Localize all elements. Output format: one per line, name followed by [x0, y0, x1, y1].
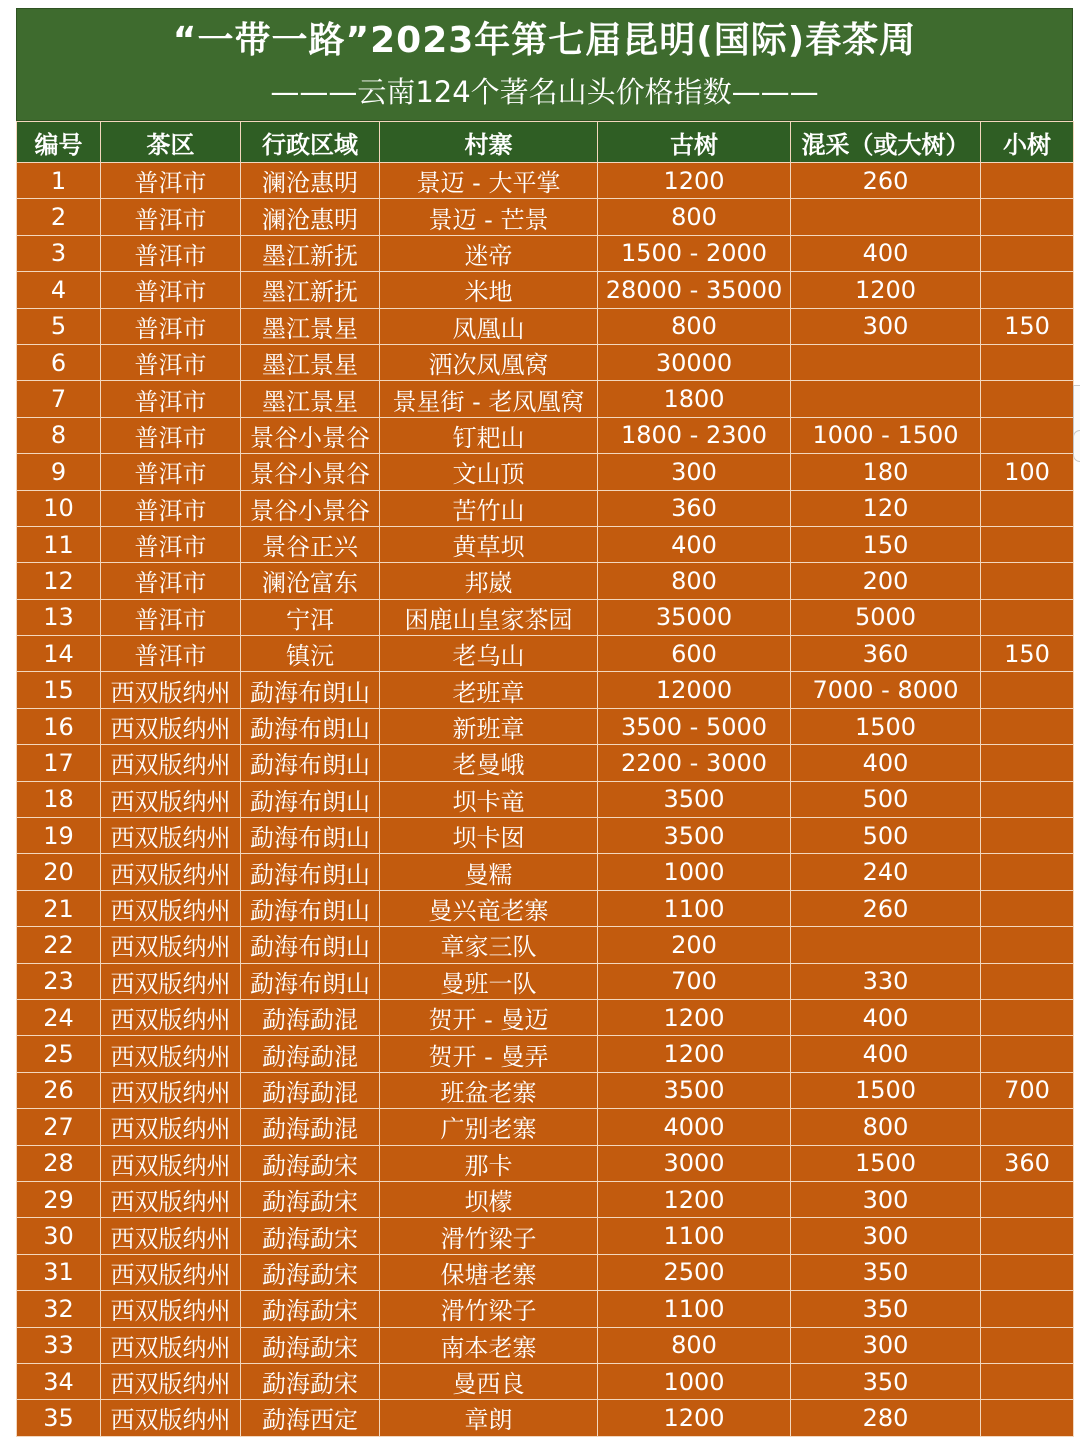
- cell-number: 22: [17, 927, 101, 963]
- cell-tea-region: 普洱市: [101, 163, 241, 199]
- cell-number: 27: [17, 1109, 101, 1145]
- cell-tea-region: 普洱市: [101, 526, 241, 562]
- cell-admin-area: 勐海西定: [241, 1400, 380, 1436]
- cell-village: 贺开 - 曼迈: [380, 999, 598, 1035]
- cell-ancient-tree-price: 800: [598, 308, 791, 344]
- cell-admin-area: 勐海布朗山: [241, 708, 380, 744]
- cell-tea-region: 西双版纳州: [101, 781, 241, 817]
- page-subtitle: ———云南124个著名山头价格指数———: [270, 75, 819, 109]
- cell-ancient-tree-price: 2200 - 3000: [598, 745, 791, 781]
- cell-small-tree-price: [981, 1363, 1074, 1399]
- cell-number: 8: [17, 417, 101, 453]
- cell-admin-area: 勐海勐宋: [241, 1363, 380, 1399]
- cell-small-tree-price: [981, 1218, 1074, 1254]
- cell-tea-region: 西双版纳州: [101, 1072, 241, 1108]
- cell-village: 坝卡囡: [380, 818, 598, 854]
- cell-small-tree-price: [981, 890, 1074, 926]
- cell-admin-area: 勐海勐混: [241, 1036, 380, 1072]
- cell-mixed-price: 1200: [791, 272, 981, 308]
- cell-number: 10: [17, 490, 101, 526]
- cell-tea-region: 普洱市: [101, 308, 241, 344]
- cell-ancient-tree-price: 28000 - 35000: [598, 272, 791, 308]
- cell-ancient-tree-price: 400: [598, 526, 791, 562]
- cell-number: 26: [17, 1072, 101, 1108]
- cell-number: 32: [17, 1291, 101, 1327]
- cell-village: 文山顶: [380, 454, 598, 490]
- cell-admin-area: 勐海布朗山: [241, 927, 380, 963]
- cell-mixed-price: 300: [791, 1218, 981, 1254]
- cell-village: 班盆老寨: [380, 1072, 598, 1108]
- cell-small-tree-price: [981, 999, 1074, 1035]
- cell-ancient-tree-price: 1100: [598, 1291, 791, 1327]
- cell-village: 困鹿山皇家茶园: [380, 599, 598, 635]
- cell-ancient-tree-price: 1200: [598, 163, 791, 199]
- cell-small-tree-price: 150: [981, 308, 1074, 344]
- cell-village: 邦崴: [380, 563, 598, 599]
- cell-small-tree-price: 700: [981, 1072, 1074, 1108]
- page-edge-handle[interactable]: [1073, 430, 1080, 462]
- cell-tea-region: 普洱市: [101, 454, 241, 490]
- cell-number: 12: [17, 563, 101, 599]
- table-row: [17, 854, 1074, 890]
- cell-number: 7: [17, 381, 101, 417]
- cell-number: 1: [17, 163, 101, 199]
- cell-number: 19: [17, 818, 101, 854]
- table-row: [17, 308, 1074, 344]
- cell-tea-region: 西双版纳州: [101, 1291, 241, 1327]
- cell-ancient-tree-price: 1100: [598, 890, 791, 926]
- cell-tea-region: 西双版纳州: [101, 1218, 241, 1254]
- cell-admin-area: 墨江新抚: [241, 272, 380, 308]
- table-row: [17, 1400, 1074, 1436]
- cell-small-tree-price: 360: [981, 1145, 1074, 1181]
- cell-ancient-tree-price: 700: [598, 963, 791, 999]
- cell-small-tree-price: [981, 272, 1074, 308]
- cell-tea-region: 西双版纳州: [101, 1327, 241, 1363]
- cell-admin-area: 景谷小景谷: [241, 417, 380, 453]
- table-row: [17, 163, 1074, 199]
- cell-village: 曼兴竜老寨: [380, 890, 598, 926]
- cell-ancient-tree-price: 1200: [598, 1036, 791, 1072]
- cell-number: 4: [17, 272, 101, 308]
- cell-mixed-price: 300: [791, 1181, 981, 1217]
- cell-number: 31: [17, 1254, 101, 1290]
- column-header-tea-region: 茶区: [101, 122, 241, 163]
- table-row: [17, 454, 1074, 490]
- cell-village: 保塘老寨: [380, 1254, 598, 1290]
- cell-village: 洒次凤凰窝: [380, 344, 598, 380]
- cell-mixed-price: 350: [791, 1363, 981, 1399]
- cell-tea-region: 普洱市: [101, 381, 241, 417]
- cell-mixed-price: 1000 - 1500: [791, 417, 981, 453]
- cell-small-tree-price: [981, 672, 1074, 708]
- cell-ancient-tree-price: 600: [598, 636, 791, 672]
- cell-number: 11: [17, 526, 101, 562]
- cell-number: 33: [17, 1327, 101, 1363]
- cell-ancient-tree-price: 1800: [598, 381, 791, 417]
- cell-admin-area: 勐海布朗山: [241, 781, 380, 817]
- price-table: [16, 121, 1074, 1437]
- column-header-number: 编号: [17, 122, 101, 163]
- cell-ancient-tree-price: 1000: [598, 854, 791, 890]
- cell-admin-area: 澜沧惠明: [241, 163, 380, 199]
- cell-small-tree-price: [981, 745, 1074, 781]
- cell-tea-region: 普洱市: [101, 199, 241, 235]
- cell-village: 曼班一队: [380, 963, 598, 999]
- cell-ancient-tree-price: 1200: [598, 1400, 791, 1436]
- table-row: [17, 1363, 1074, 1399]
- cell-mixed-price: 360: [791, 636, 981, 672]
- cell-small-tree-price: [981, 163, 1074, 199]
- cell-small-tree-price: [981, 1254, 1074, 1290]
- cell-tea-region: 西双版纳州: [101, 1400, 241, 1436]
- cell-tea-region: 西双版纳州: [101, 1254, 241, 1290]
- cell-small-tree-price: [981, 708, 1074, 744]
- table-row: [17, 1218, 1074, 1254]
- table-row: [17, 1072, 1074, 1108]
- table-row: [17, 1145, 1074, 1181]
- column-header-village: 村寨: [380, 122, 598, 163]
- table-row: [17, 927, 1074, 963]
- cell-number: 29: [17, 1181, 101, 1217]
- cell-tea-region: 西双版纳州: [101, 999, 241, 1035]
- cell-admin-area: 澜沧惠明: [241, 199, 380, 235]
- table-row: [17, 599, 1074, 635]
- cell-village: 贺开 - 曼弄: [380, 1036, 598, 1072]
- cell-small-tree-price: [981, 235, 1074, 271]
- cell-number: 25: [17, 1036, 101, 1072]
- cell-small-tree-price: [981, 927, 1074, 963]
- cell-ancient-tree-price: 1200: [598, 999, 791, 1035]
- cell-number: 34: [17, 1363, 101, 1399]
- cell-village: 那卡: [380, 1145, 598, 1181]
- cell-village: 米地: [380, 272, 598, 308]
- cell-small-tree-price: [981, 1291, 1074, 1327]
- cell-village: 老曼峨: [380, 745, 598, 781]
- cell-ancient-tree-price: 2500: [598, 1254, 791, 1290]
- cell-small-tree-price: 150: [981, 636, 1074, 672]
- table-row: [17, 1254, 1074, 1290]
- cell-mixed-price: 400: [791, 235, 981, 271]
- cell-small-tree-price: [981, 1181, 1074, 1217]
- cell-mixed-price: [791, 199, 981, 235]
- column-header-admin-area: 行政区域: [241, 122, 380, 163]
- cell-tea-region: 西双版纳州: [101, 1036, 241, 1072]
- cell-ancient-tree-price: 3500: [598, 1072, 791, 1108]
- cell-village: 景迈 - 大平掌: [380, 163, 598, 199]
- cell-mixed-price: 400: [791, 999, 981, 1035]
- cell-tea-region: 普洱市: [101, 599, 241, 635]
- table-row: [17, 526, 1074, 562]
- cell-admin-area: 镇沅: [241, 636, 380, 672]
- table-row: [17, 1327, 1074, 1363]
- cell-ancient-tree-price: 3000: [598, 1145, 791, 1181]
- table-row: [17, 417, 1074, 453]
- cell-village: 迷帝: [380, 235, 598, 271]
- table-row: [17, 890, 1074, 926]
- cell-tea-region: 西双版纳州: [101, 854, 241, 890]
- cell-admin-area: 勐海勐宋: [241, 1218, 380, 1254]
- cell-admin-area: 墨江景星: [241, 308, 380, 344]
- table-header-row: [17, 122, 1074, 163]
- cell-ancient-tree-price: 1000: [598, 1363, 791, 1399]
- cell-mixed-price: 1500: [791, 1145, 981, 1181]
- cell-ancient-tree-price: 800: [598, 563, 791, 599]
- cell-mixed-price: 5000: [791, 599, 981, 635]
- cell-mixed-price: 200: [791, 563, 981, 599]
- cell-village: 景星街 - 老凤凰窝: [380, 381, 598, 417]
- cell-number: 21: [17, 890, 101, 926]
- cell-ancient-tree-price: 800: [598, 1327, 791, 1363]
- cell-village: 章朗: [380, 1400, 598, 1436]
- table-row: [17, 381, 1074, 417]
- cell-mixed-price: 240: [791, 854, 981, 890]
- table-row: [17, 235, 1074, 271]
- cell-tea-region: 西双版纳州: [101, 708, 241, 744]
- cell-admin-area: 墨江新抚: [241, 235, 380, 271]
- cell-mixed-price: 500: [791, 781, 981, 817]
- cell-admin-area: 勐海布朗山: [241, 672, 380, 708]
- cell-small-tree-price: [981, 563, 1074, 599]
- cell-admin-area: 勐海勐宋: [241, 1181, 380, 1217]
- cell-admin-area: 勐海勐宋: [241, 1291, 380, 1327]
- cell-mixed-price: 400: [791, 745, 981, 781]
- cell-tea-region: 西双版纳州: [101, 1363, 241, 1399]
- table-row: [17, 781, 1074, 817]
- cell-village: 广别老寨: [380, 1109, 598, 1145]
- cell-admin-area: 勐海布朗山: [241, 890, 380, 926]
- cell-small-tree-price: [981, 1036, 1074, 1072]
- cell-tea-region: 普洱市: [101, 272, 241, 308]
- table-row: [17, 1036, 1074, 1072]
- table-row: [17, 672, 1074, 708]
- cell-ancient-tree-price: 1200: [598, 1181, 791, 1217]
- cell-village: 景迈 - 芒景: [380, 199, 598, 235]
- cell-ancient-tree-price: 1100: [598, 1218, 791, 1254]
- cell-mixed-price: 300: [791, 1327, 981, 1363]
- cell-small-tree-price: [981, 490, 1074, 526]
- cell-admin-area: 墨江景星: [241, 381, 380, 417]
- cell-ancient-tree-price: 12000: [598, 672, 791, 708]
- cell-tea-region: 西双版纳州: [101, 1145, 241, 1181]
- cell-tea-region: 普洱市: [101, 636, 241, 672]
- cell-tea-region: 西双版纳州: [101, 1181, 241, 1217]
- cell-number: 9: [17, 454, 101, 490]
- cell-number: 18: [17, 781, 101, 817]
- cell-mixed-price: [791, 927, 981, 963]
- table-row: [17, 1291, 1074, 1327]
- cell-village: 章家三队: [380, 927, 598, 963]
- table-row: [17, 636, 1074, 672]
- cell-mixed-price: 150: [791, 526, 981, 562]
- cell-village: 凤凰山: [380, 308, 598, 344]
- cell-mixed-price: 350: [791, 1291, 981, 1327]
- cell-tea-region: 西双版纳州: [101, 927, 241, 963]
- table-row: [17, 708, 1074, 744]
- cell-mixed-price: 400: [791, 1036, 981, 1072]
- cell-ancient-tree-price: 1800 - 2300: [598, 417, 791, 453]
- cell-tea-region: 普洱市: [101, 563, 241, 599]
- cell-mixed-price: 260: [791, 163, 981, 199]
- cell-number: 5: [17, 308, 101, 344]
- cell-admin-area: 勐海布朗山: [241, 854, 380, 890]
- cell-mixed-price: 180: [791, 454, 981, 490]
- cell-number: 17: [17, 745, 101, 781]
- cell-number: 23: [17, 963, 101, 999]
- cell-admin-area: 勐海勐宋: [241, 1145, 380, 1181]
- cell-admin-area: 勐海勐宋: [241, 1327, 380, 1363]
- page-title: “一带一路”2023年第七届昆明(国际)春茶周: [172, 20, 917, 61]
- cell-mixed-price: 800: [791, 1109, 981, 1145]
- cell-ancient-tree-price: 360: [598, 490, 791, 526]
- cell-number: 3: [17, 235, 101, 271]
- cell-village: 黄草坝: [380, 526, 598, 562]
- cell-tea-region: 西双版纳州: [101, 672, 241, 708]
- cell-admin-area: 勐海布朗山: [241, 745, 380, 781]
- cell-tea-region: 西双版纳州: [101, 1109, 241, 1145]
- cell-number: 16: [17, 708, 101, 744]
- cell-number: 13: [17, 599, 101, 635]
- cell-tea-region: 普洱市: [101, 490, 241, 526]
- cell-village: 滑竹梁子: [380, 1218, 598, 1254]
- cell-mixed-price: [791, 381, 981, 417]
- cell-number: 20: [17, 854, 101, 890]
- cell-tea-region: 普洱市: [101, 235, 241, 271]
- cell-small-tree-price: [981, 344, 1074, 380]
- cell-mixed-price: 300: [791, 308, 981, 344]
- cell-small-tree-price: [981, 1109, 1074, 1145]
- cell-number: 35: [17, 1400, 101, 1436]
- table-row: [17, 490, 1074, 526]
- cell-small-tree-price: [981, 417, 1074, 453]
- cell-small-tree-price: [981, 781, 1074, 817]
- cell-number: 15: [17, 672, 101, 708]
- cell-small-tree-price: [981, 526, 1074, 562]
- cell-number: 2: [17, 199, 101, 235]
- cell-tea-region: 西双版纳州: [101, 745, 241, 781]
- table-row: [17, 272, 1074, 308]
- cell-mixed-price: 500: [791, 818, 981, 854]
- cell-small-tree-price: [981, 599, 1074, 635]
- cell-admin-area: 澜沧富东: [241, 563, 380, 599]
- cell-mixed-price: 7000 - 8000: [791, 672, 981, 708]
- cell-small-tree-price: [981, 854, 1074, 890]
- cell-mixed-price: 1500: [791, 708, 981, 744]
- cell-small-tree-price: [981, 963, 1074, 999]
- cell-ancient-tree-price: 800: [598, 199, 791, 235]
- cell-mixed-price: 280: [791, 1400, 981, 1436]
- cell-small-tree-price: [981, 199, 1074, 235]
- cell-admin-area: 勐海勐混: [241, 999, 380, 1035]
- cell-village: 坝檬: [380, 1181, 598, 1217]
- cell-admin-area: 勐海布朗山: [241, 963, 380, 999]
- table-row: [17, 1109, 1074, 1145]
- cell-small-tree-price: [981, 1400, 1074, 1436]
- cell-village: 曼糯: [380, 854, 598, 890]
- cell-mixed-price: 1500: [791, 1072, 981, 1108]
- table-body: [17, 163, 1074, 1437]
- cell-tea-region: 西双版纳州: [101, 890, 241, 926]
- cell-admin-area: 勐海勐混: [241, 1109, 380, 1145]
- cell-ancient-tree-price: 35000: [598, 599, 791, 635]
- cell-number: 28: [17, 1145, 101, 1181]
- table-row: [17, 199, 1074, 235]
- table-row: [17, 1181, 1074, 1217]
- cell-village: 滑竹梁子: [380, 1291, 598, 1327]
- cell-mixed-price: 330: [791, 963, 981, 999]
- cell-mixed-price: 120: [791, 490, 981, 526]
- cell-admin-area: 勐海布朗山: [241, 818, 380, 854]
- cell-ancient-tree-price: 3500: [598, 781, 791, 817]
- cell-ancient-tree-price: 1500 - 2000: [598, 235, 791, 271]
- cell-admin-area: 勐海勐混: [241, 1072, 380, 1108]
- cell-admin-area: 勐海勐宋: [241, 1254, 380, 1290]
- table-row: [17, 745, 1074, 781]
- cell-number: 14: [17, 636, 101, 672]
- price-sheet: [16, 8, 1073, 1437]
- cell-tea-region: 西双版纳州: [101, 963, 241, 999]
- cell-village: 新班章: [380, 708, 598, 744]
- cell-admin-area: 景谷正兴: [241, 526, 380, 562]
- cell-admin-area: 墨江景星: [241, 344, 380, 380]
- cell-village: 老班章: [380, 672, 598, 708]
- cell-number: 30: [17, 1218, 101, 1254]
- title-band: [16, 8, 1073, 121]
- cell-admin-area: 景谷小景谷: [241, 454, 380, 490]
- cell-village: 钉耙山: [380, 417, 598, 453]
- cell-ancient-tree-price: 200: [598, 927, 791, 963]
- cell-number: 24: [17, 999, 101, 1035]
- cell-small-tree-price: 100: [981, 454, 1074, 490]
- cell-ancient-tree-price: 3500: [598, 818, 791, 854]
- column-header-ancient-tree: 古树: [598, 122, 791, 163]
- cell-small-tree-price: [981, 1327, 1074, 1363]
- cell-ancient-tree-price: 30000: [598, 344, 791, 380]
- table-row: [17, 563, 1074, 599]
- column-header-small-tree: 小树: [981, 122, 1074, 163]
- cell-ancient-tree-price: 300: [598, 454, 791, 490]
- cell-village: 坝卡竜: [380, 781, 598, 817]
- cell-ancient-tree-price: 4000: [598, 1109, 791, 1145]
- cell-tea-region: 普洱市: [101, 344, 241, 380]
- cell-village: 曼西良: [380, 1363, 598, 1399]
- table-row: [17, 818, 1074, 854]
- cell-number: 6: [17, 344, 101, 380]
- cell-small-tree-price: [981, 818, 1074, 854]
- cell-ancient-tree-price: 3500 - 5000: [598, 708, 791, 744]
- cell-admin-area: 景谷小景谷: [241, 490, 380, 526]
- cell-tea-region: 西双版纳州: [101, 818, 241, 854]
- cell-admin-area: 宁洱: [241, 599, 380, 635]
- cell-village: 南本老寨: [380, 1327, 598, 1363]
- cell-mixed-price: 260: [791, 890, 981, 926]
- cell-village: 老乌山: [380, 636, 598, 672]
- cell-mixed-price: [791, 344, 981, 380]
- cell-small-tree-price: [981, 381, 1074, 417]
- cell-mixed-price: 350: [791, 1254, 981, 1290]
- table-row: [17, 999, 1074, 1035]
- cell-village: 苦竹山: [380, 490, 598, 526]
- table-row: [17, 963, 1074, 999]
- column-header-mixed-large-tree: 混采（或大树）: [791, 122, 981, 163]
- cell-tea-region: 普洱市: [101, 417, 241, 453]
- table-row: [17, 344, 1074, 380]
